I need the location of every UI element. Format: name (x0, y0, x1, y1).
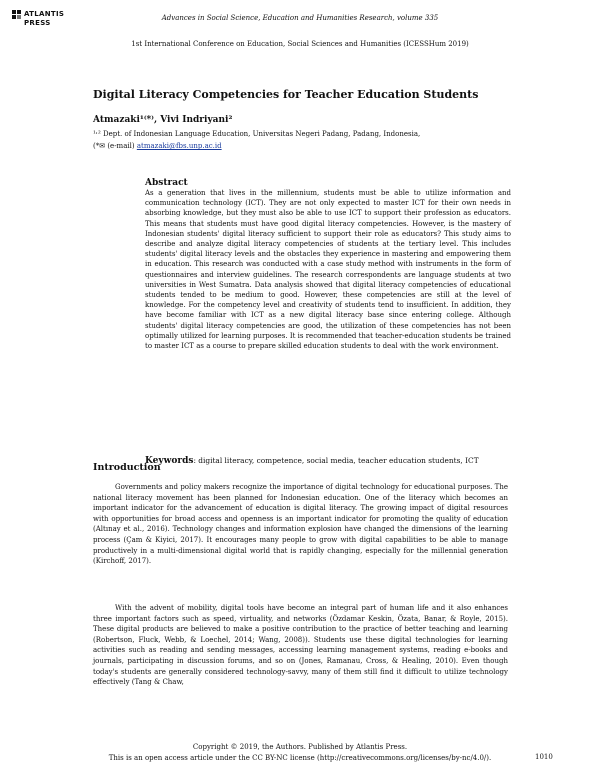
email-prefix: (*✉ (e-mail) (93, 142, 135, 150)
introduction-heading: Introduction (93, 462, 161, 473)
publisher-line1: ATLANTIS (24, 10, 65, 18)
publisher-line2: PRESS (24, 19, 51, 27)
contact-email-line (93, 142, 222, 150)
abstract-text: As a generation that lives in the millennium, students must be able to utilize information and communication technology (ICT). They are not only expected to master ICT for their own needs in absorbing knowledge, but they must also be able to use ICT to support their profession as educators. This means that students must have good digital literacy competencies. However, is the mastery of Indonesian students' digital literacy sufficient to support their role as educators? This study aims to describe and analyze digital literacy competencies of students at the tertiary level. This includes students' digital literacy levels and the obstacles they experience in mastering and empowering them in education. This research was conducted with a case study method with instruments in the form of questionnaires and interview guidelines. The research correspondents are language students at two universities in West Sumatra. Data analysis showed that digital literacy competencies of educational students tended to be medium to good. However, these competencies are still at the level of knowledge. For the competency level and creativity of students tend to insufficient. In addition, they have become familiar with ICT as a new digital literacy base since entering college. Although students' digital literacy competencies are good, the utilization of these competencies has not been optimally utilized for learning purposes. It is recommended that teacher-education students be trained to master ICT as a course to prepare skilled education students to deal with the work environment. (145, 189, 511, 351)
keywords-text: : digital literacy, competence, social media, teacher education students, ICT (193, 456, 479, 465)
keywords-label: Keywords (145, 456, 194, 466)
paper-authors: Atmazaki¹⁽*⁾, Vivi Indriyani² (93, 115, 233, 125)
email-link[interactable]: atmazaki@fbs.unp.ac.id (136, 142, 222, 150)
journal-header: Advances in Social Science, Education and Humanities Research, volume 335 (161, 14, 439, 22)
intro-paragraph-2: With the advent of mobility, digital tools have become an integral part of human life and it also enhances three important factors such as speed, virtuality, and networks (Özdamar Keskin, Özata, Banar, & Royle, 2015). These digital products are believed to make a positive contribution to the practice of better teaching and learning (Robertson, Fluck, Webb, & Loechel, 2014; Wang, 2008)). Students use these digital technologies for learning activities such as reading and sending messages, accessing learning management systems, reading e-books and journals, participating in discussion forums, and so on (Jones, Ramanau, Cross, & Healing, 2010). Even though today's students are generally considered technology-savvy, many of them still find it difficult to utilize technology effectively (Tang & Chaw, (93, 604, 508, 687)
intro-paragraph-1: Governments and policy makers recognize the importance of digital technology for educational purposes. The national literacy movement has been planned for Indonesian education. One of the literacy which becomes an important indicator for the advancement of education is digital literacy. The growing impact of digital resources with opportunities for broad access and openness is an important indicator for promoting the quality of education (Altınay et al., 2016). Technology changes and information explosion have changed the dimensions of the learning process (Çam & Kiyici, 2017). It encourages many people to grow with digital capabilities to be able to manage productively in a multi-dimensional digital world that is rapidly changing, especially for the millennial generation (Kirchoff, 2017). (93, 483, 508, 566)
footer-license: This is an open access article under the CC BY-NC license (http://creativecommons.org/licenses/by-nc/4.0/). (108, 754, 492, 762)
keywords-line (145, 456, 511, 466)
page-number: 1010 (535, 753, 553, 761)
paper-title: Digital Literacy Competencies for Teacher Education Students (93, 88, 479, 101)
paper-affiliation: ¹˒² Dept. of Indonesian Language Education, Universitas Negeri Padang, Padang, Indonesia, (93, 130, 421, 138)
footer-copyright: Copyright © 2019, the Authors. Published by Atlantis Press. (192, 743, 408, 751)
abstract-heading: Abstract (145, 178, 188, 188)
conference-header: 1st International Conference on Education, Social Sciences and Humanities (ICESSHum 2019) (131, 40, 469, 48)
